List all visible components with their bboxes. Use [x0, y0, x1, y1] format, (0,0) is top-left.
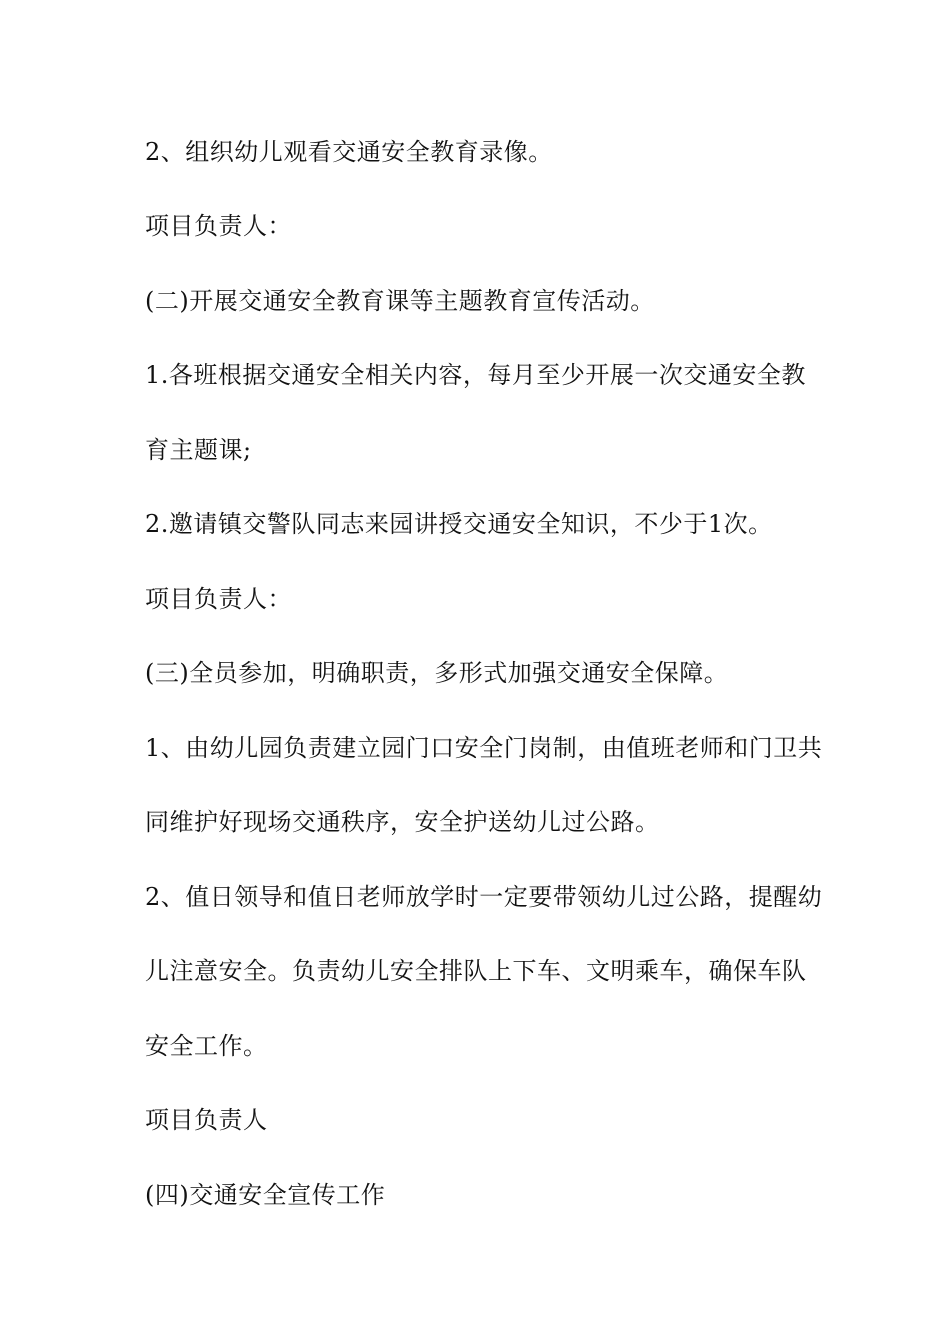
text-line: 育主题课;	[145, 436, 252, 464]
text-line: 安全工作。	[145, 1032, 268, 1060]
text-line: 2、组织幼儿观看交通安全教育录像。	[145, 138, 553, 166]
text-line: 项目负责人：	[145, 212, 292, 240]
text-line: 1、由幼儿园负责建立园门口安全门岗制，由值班老师和门卫共	[145, 734, 823, 762]
text-line: 同维护好现场交通秩序，安全护送幼儿过公路。	[145, 808, 660, 836]
text-line: 儿注意安全。负责幼儿安全排队上下车、文明乘车，确保车队	[145, 957, 807, 985]
section-heading: (三)全员参加，明确职责，多形式加强交通安全保障。	[145, 659, 729, 687]
section-heading: (四)交通安全宣传工作	[145, 1181, 386, 1209]
text-line: 2、值日领导和值日老师放学时一定要带领幼儿过公路，提醒幼	[145, 883, 823, 911]
section-heading: (二)开展交通安全教育课等主题教育宣传活动。	[145, 287, 655, 315]
text-line: 2.邀请镇交警队同志来园讲授交通安全知识，不少于1次。	[145, 510, 773, 538]
text-line: 项目负责人	[145, 1106, 268, 1134]
text-line: 1.各班根据交通安全相关内容，每月至少开展一次交通安全教	[145, 361, 806, 389]
text-line: 项目负责人：	[145, 585, 292, 613]
